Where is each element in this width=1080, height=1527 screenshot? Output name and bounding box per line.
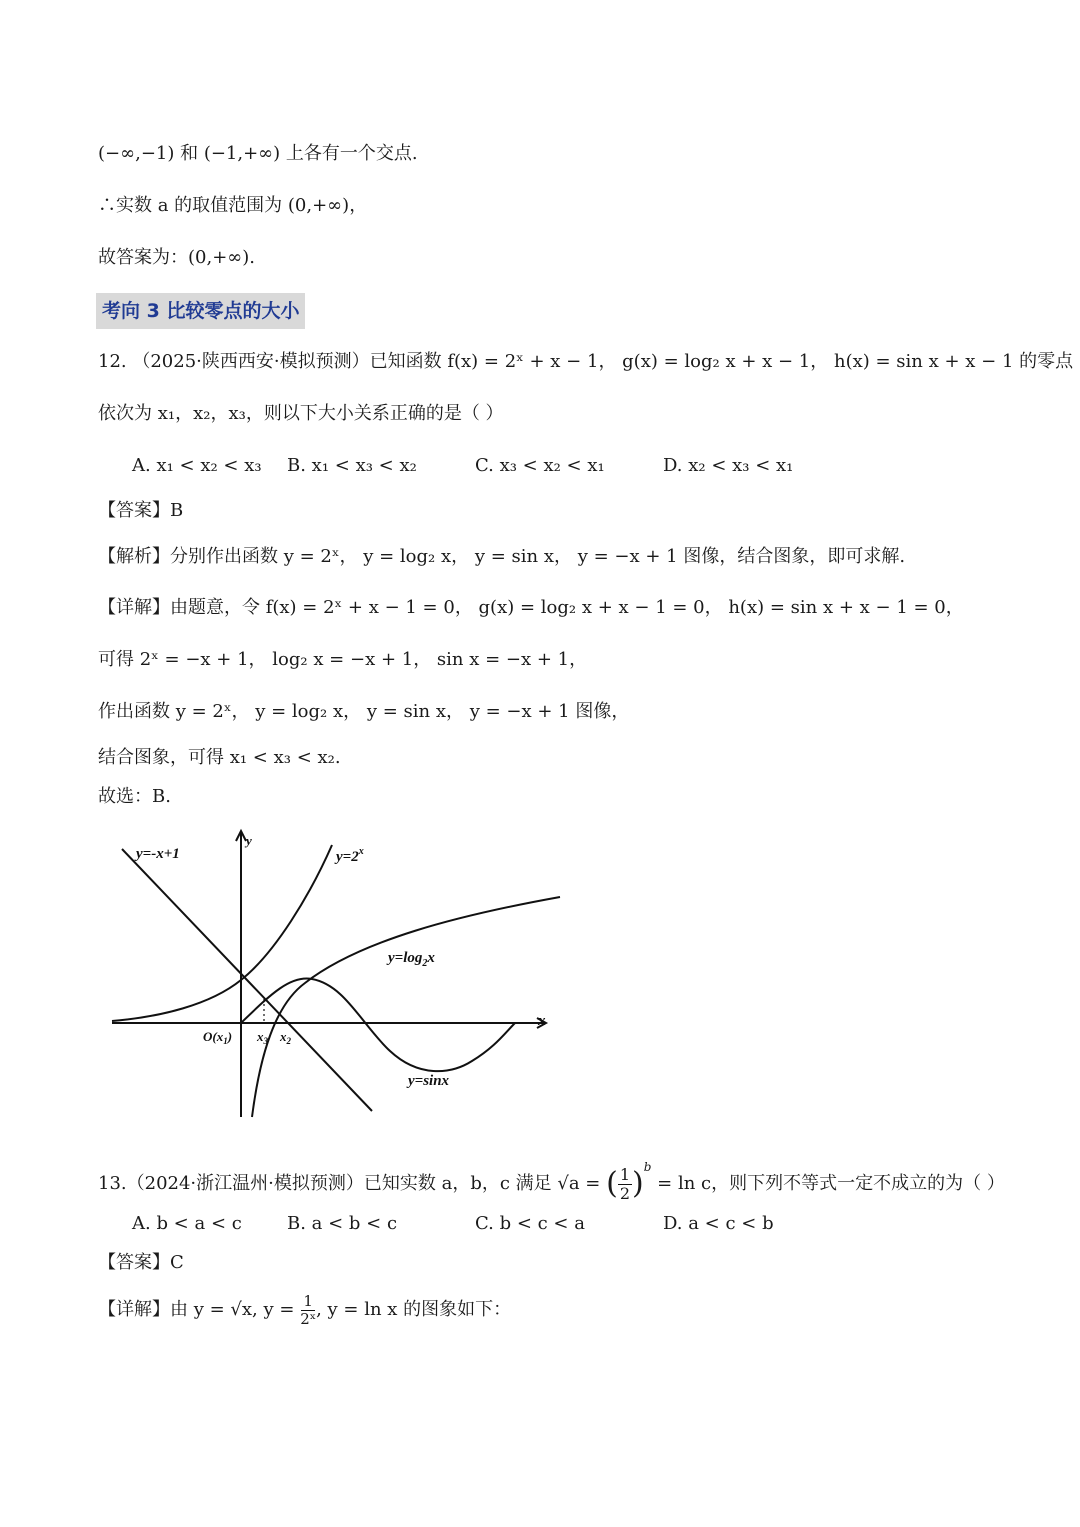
- q12-option-d: D. x₂ < x₃ < x₁: [663, 455, 794, 476]
- svg-text:y=log2x: [386, 950, 435, 969]
- q13-detail-pre: 【详解】由 y = √x, y =: [98, 1299, 301, 1320]
- q12-answer: 【答案】B: [98, 500, 184, 521]
- intro-line-2: ∴实数 a 的取值范围为 (0,+∞)，: [98, 195, 368, 216]
- q12-detail-1: 【详解】由题意，令 f(x) = 2ˣ + x − 1 = 0， g(x) = log₂ x + x − 1 = 0， h(x) = sin x + x − 1 = 0，: [98, 597, 964, 618]
- q13-option-c: C. b < c < a: [475, 1213, 585, 1234]
- label-exp: y=2: [336, 849, 359, 865]
- label-origin: O(x: [203, 1029, 224, 1044]
- q13-option-a: A. b < a < c: [132, 1213, 242, 1234]
- q12-detail-4: 结合图象，可得 x₁ < x₃ < x₂.: [98, 747, 341, 768]
- label-origin-end: ): [227, 1029, 233, 1044]
- label-origin-sub: 1: [223, 1036, 228, 1046]
- q13-detail-fraction: [300, 1293, 316, 1328]
- label-log-x: x: [427, 950, 435, 966]
- q13-detail: [98, 1290, 511, 1330]
- exp-curve: [112, 845, 332, 1021]
- axis-x-label: x: [538, 1013, 546, 1029]
- svg-text:x3: [256, 1029, 269, 1046]
- label-exp-sup: x: [358, 846, 364, 857]
- label-x2: x: [280, 1029, 287, 1044]
- log-curve: [252, 897, 560, 1117]
- label-x3-sub: 3: [263, 1036, 268, 1046]
- q13-option-d: D. a < c < b: [663, 1213, 774, 1234]
- q13-fraction: [618, 1166, 632, 1203]
- label-log-sub: 2: [422, 958, 428, 969]
- q12-option-a: A. x₁ < x₂ < x₃: [132, 455, 262, 476]
- svg-text:x2: [279, 1029, 292, 1046]
- line-curve: [122, 849, 372, 1111]
- q13-paren-fraction: (: [606, 1166, 618, 1201]
- q12-option-c: C. x₃ < x₂ < x₁: [475, 455, 605, 476]
- q12-option-b: B. x₁ < x₃ < x₂: [287, 455, 417, 476]
- section-title: 考向 3 比较零点的大小: [96, 293, 305, 329]
- q13-option-b: B. a < b < c: [287, 1213, 398, 1234]
- label-line: y=-x+1: [136, 846, 180, 862]
- q12-detail-2: 可得 2ˣ = −x + 1， log₂ x = −x + 1， sin x = −x + 1，: [98, 649, 588, 670]
- q12-analysis: 【解析】分别作出函数 y = 2ˣ， y = log₂ x， y = sin x， y = −x + 1 图像，结合图象，即可求解.: [98, 546, 906, 567]
- q13-paren-close: ): [632, 1166, 644, 1201]
- q12-stem-line2: 依次为 x₁，x₂，x₃，则以下大小关系正确的是（ ）: [98, 403, 504, 424]
- q13-exponent: b: [643, 1160, 652, 1174]
- function-graph: [100, 825, 570, 1125]
- q13-frac-den: 2: [619, 1183, 631, 1203]
- q13-stem-post: = ln c，则下列不等式一定不成立的为（ ）: [651, 1173, 1005, 1194]
- q13-stem-pre: 13.（2024·浙江温州·模拟预测）已知实数 a，b，c 满足 √a =: [98, 1173, 607, 1194]
- q12-stem-line1: 12. （2025·陕西西安·模拟预测）已知函数 f(x) = 2ˣ + x − 1， g(x) = log₂ x + x − 1， h(x) = sin x + x − 1 的零点: [98, 351, 1074, 372]
- q13-detail-den: 2ˣ: [300, 1309, 317, 1328]
- label-sin: y=sinx: [408, 1073, 450, 1089]
- q12-detail-3: 作出函数 y = 2ˣ， y = log₂ x， y = sin x， y = −x + 1 图像，: [98, 701, 630, 722]
- intro-line-1: (−∞,−1) 和 (−1,+∞) 上各有一个交点.: [98, 143, 418, 164]
- axis-y-label: y: [246, 833, 252, 848]
- q13-detail-post: , y = ln x 的图象如下：: [316, 1299, 512, 1320]
- svg-text:O(x1): [203, 1029, 232, 1046]
- label-x3: x: [257, 1029, 264, 1044]
- q13-stem: [98, 1152, 1005, 1203]
- label-log: y=log: [388, 950, 423, 966]
- label-x2-sub: 2: [286, 1036, 291, 1046]
- q12-choice: 故选：B.: [98, 786, 171, 807]
- q13-answer: 【答案】C: [98, 1252, 184, 1273]
- svg-text:y=2x: [334, 846, 364, 865]
- q13-detail-num: 1: [303, 1291, 313, 1310]
- q13-frac-num: 1: [619, 1164, 631, 1184]
- intro-line-3: 故答案为：(0,+∞).: [98, 247, 256, 268]
- sin-curve: [241, 978, 515, 1071]
